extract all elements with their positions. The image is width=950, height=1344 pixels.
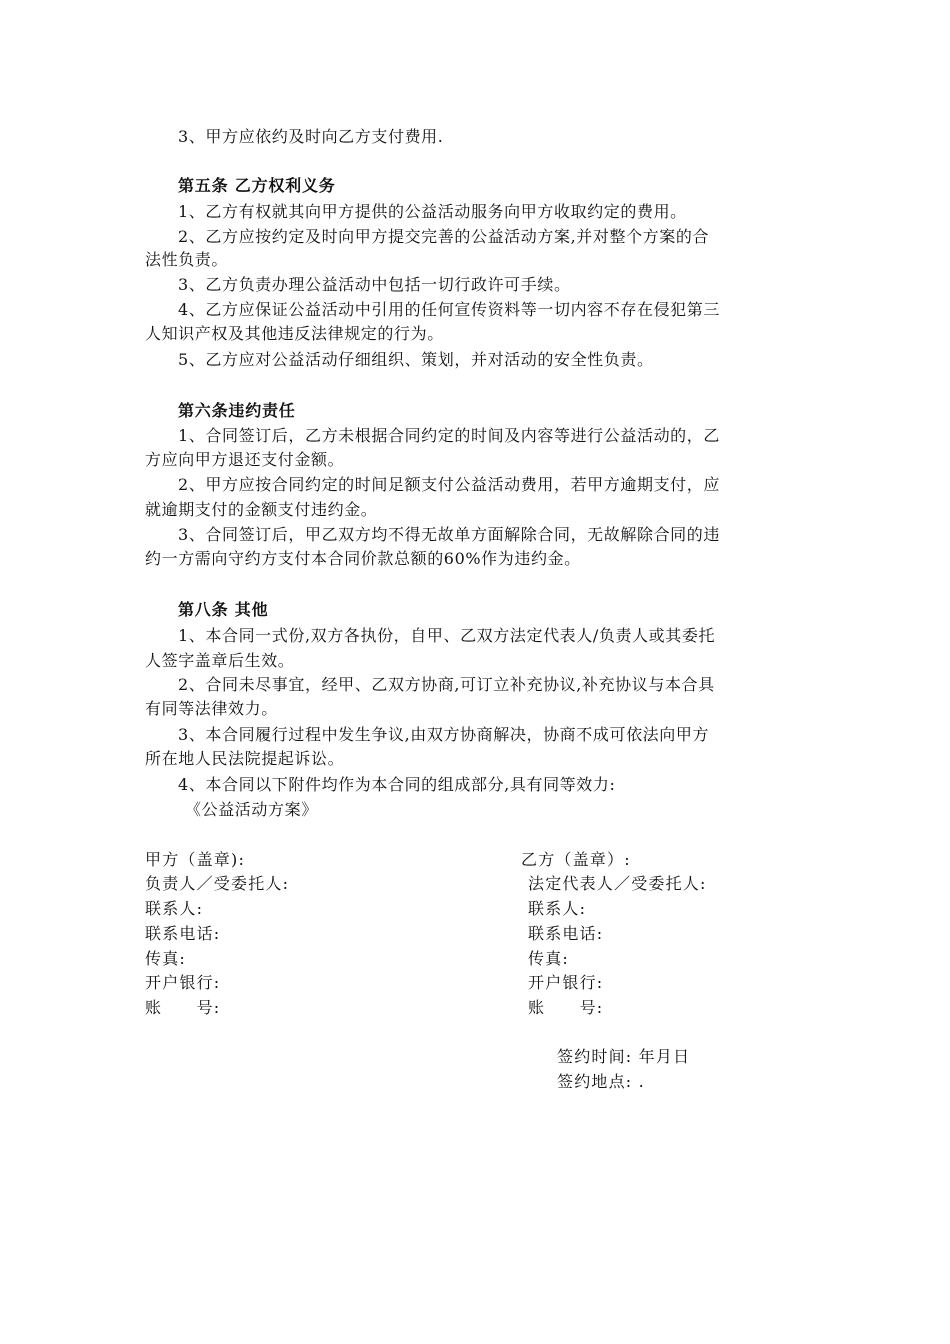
clause-text: 法性负责。 bbox=[145, 250, 229, 269]
clause-text: 所在地人民法院提起诉讼。 bbox=[145, 749, 345, 768]
clause-text: 4、乙方应保证公益活动中引用的任何宣传资料等一切内容不存在侵犯第三 bbox=[178, 300, 720, 319]
party-a-title: 甲方（盖章): bbox=[145, 850, 246, 869]
signing-date: 签约时间: 年月日 bbox=[557, 1047, 691, 1066]
clause-text: 就逾期支付的金额支付违约金。 bbox=[145, 500, 378, 519]
clause-text: 1、乙方有权就其向甲方提供的公益活动服务向甲方收取约定的费用。 bbox=[178, 202, 687, 221]
party-b-account: 账 号: bbox=[528, 998, 604, 1017]
clause-text: 5、乙方应对公益活动仔细组织、策划，并对活动的安全性负责。 bbox=[178, 350, 654, 369]
party-a-bank: 开户银行: bbox=[145, 973, 221, 992]
party-b-phone: 联系电话: bbox=[528, 924, 604, 943]
clause-text: 人知识产权及其他违反法律规定的行为。 bbox=[145, 324, 444, 343]
party-a-contact: 联系人: bbox=[145, 899, 204, 918]
clause-text: 3、甲方应依约及时向乙方支付费用. bbox=[178, 127, 444, 146]
clause-text: 人签字盖章后生效。 bbox=[145, 651, 295, 670]
clause-text: 1、合同签订后，乙方未根据合同约定的时间及内容等进行公益活动的，乙 bbox=[178, 426, 720, 445]
party-b-fax: 传真: bbox=[528, 949, 569, 968]
party-b-bank: 开户银行: bbox=[528, 973, 604, 992]
clause-text: 3、本合同履行过程中发生争议,由双方协商解决，协商不成可依法向甲方 bbox=[178, 725, 710, 744]
party-a-representative: 负责人／受委托人: bbox=[145, 874, 290, 893]
party-a-fax: 传真: bbox=[145, 949, 186, 968]
party-b-contact: 联系人: bbox=[528, 899, 587, 918]
party-b-representative: 法定代表人／受委托人: bbox=[528, 874, 707, 893]
clause-text: 2、合同未尽事宜，经甲、乙双方协商,可订立补充协议,补充协议与本合具 bbox=[178, 675, 715, 694]
clause-text: 3、合同签订后，甲乙双方均不得无故单方面解除合同，无故解除合同的违 bbox=[178, 525, 720, 544]
clause-text: 2、甲方应按合同约定的时间足额支付公益活动费用，若甲方逾期支付，应 bbox=[178, 475, 720, 494]
article-5-title: 第五条 乙方权利义务 bbox=[178, 176, 336, 195]
attachment-name: 《公益活动方案》 bbox=[185, 800, 318, 819]
article-6-title: 第六条违约责任 bbox=[178, 401, 296, 420]
signing-place: 签约地点: . bbox=[557, 1072, 645, 1091]
party-b-title: 乙方（盖章）: bbox=[521, 850, 631, 869]
party-a-account: 账 号: bbox=[145, 998, 221, 1017]
clause-text: 2、乙方应按约定及时向甲方提交完善的公益活动方案,并对整个方案的合 bbox=[178, 227, 710, 246]
party-a-phone: 联系电话: bbox=[145, 924, 221, 943]
clause-text: 方应向甲方退还支付金额。 bbox=[145, 450, 345, 469]
clause-text: 3、乙方负责办理公益活动中包括一切行政许可手续。 bbox=[178, 275, 571, 294]
clause-text: 有同等法律效力。 bbox=[145, 699, 278, 718]
clause-text: 约一方需向守约方支付本合同价款总额的60%作为违约金。 bbox=[145, 549, 581, 568]
clause-text: 4、本合同以下附件均作为本合同的组成部分,具有同等效力: bbox=[178, 775, 616, 794]
clause-text: 1、本合同一式份,双方各执份，自甲、乙双方法定代表人/负责人或其委托 bbox=[178, 626, 716, 645]
article-8-title: 第八条 其他 bbox=[178, 600, 269, 619]
